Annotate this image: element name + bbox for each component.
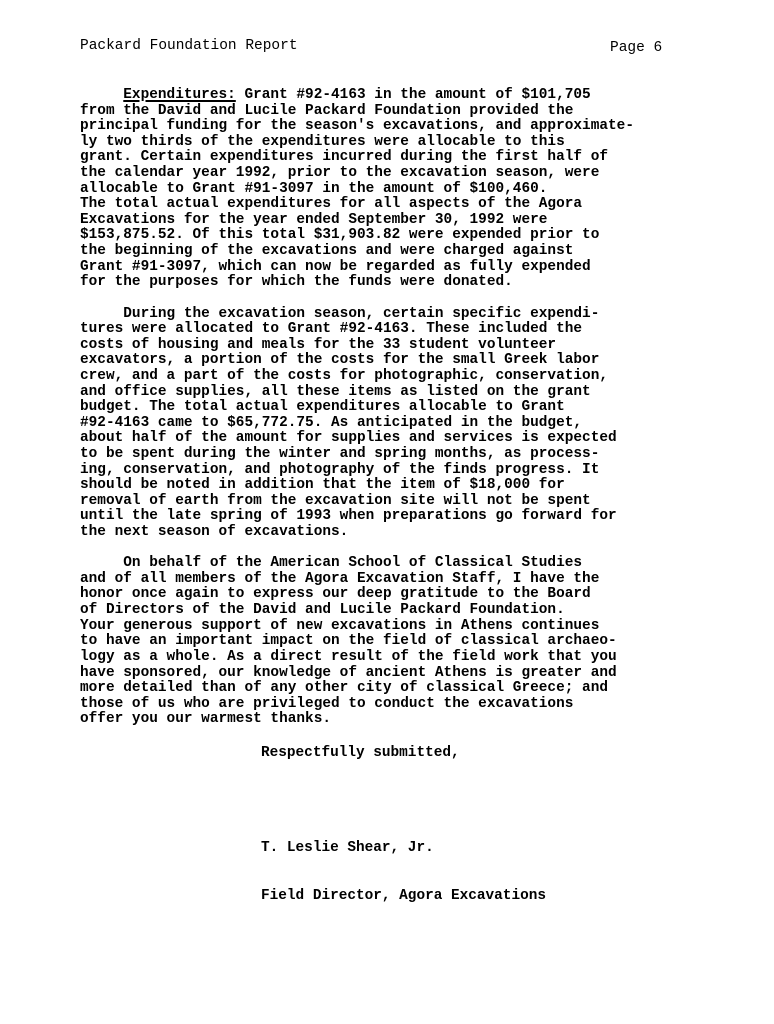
- paragraph-line: The total actual expenditures for all aspects of the Agora: [80, 196, 583, 213]
- paragraph-line: ly two thirds of the expenditures were allocable to this: [80, 133, 565, 150]
- paragraph-line: crew, and a part of the costs for photographic, conservation,: [80, 367, 609, 384]
- paragraph-gap: [80, 541, 680, 557]
- paragraph-line: to have an important impact on the field of classical archaeo-: [80, 633, 617, 650]
- paragraph-line: principal funding for the season's excavations, and approximate-: [80, 118, 634, 135]
- report-title: Packard Foundation Report: [80, 38, 298, 54]
- paragraph-line: have sponsored, our knowledge of ancient Athens is greater and: [80, 664, 617, 681]
- paragraph-line: allocable to Grant #91-3097 in the amount of $100,460.: [80, 180, 548, 197]
- paragraph-line: to be spent during the winter and spring months, as process-: [80, 446, 600, 462]
- paragraph-line: from the David and Lucile Packard Foundation provided the: [80, 102, 574, 119]
- paragraph-line: ing, conservation, and photography of the finds progress. It: [80, 461, 600, 478]
- paragraph-expenditures: [80, 88, 680, 291]
- paragraph-line: On behalf of the American School of Classical Studies: [80, 555, 583, 572]
- paragraph-line: those of us who are privileged to conduct the excavations: [80, 695, 574, 712]
- paragraph-line: the calendar year 1992, prior to the excavation season, were: [80, 165, 600, 182]
- paragraph-line: $153,875.52. Of this total $31,903.82 were expended prior to: [80, 227, 600, 244]
- signatory-title: Field Director, Agora Excavations: [261, 888, 546, 904]
- paragraph-line: about half of the amount for supplies and services is expected: [80, 430, 617, 447]
- paragraph-line: excavators, a portion of the costs for the small Greek labor: [80, 352, 600, 369]
- paragraph-line: should be noted in addition that the item of $18,000 for: [80, 477, 565, 494]
- section-heading: Expenditures:: [123, 87, 236, 103]
- paragraph-line: budget. The total actual expenditures allocable to Grant: [80, 399, 565, 416]
- signature-block: [261, 808, 546, 936]
- closing-line: Respectfully submitted,: [261, 745, 460, 761]
- paragraph-line: Your generous support of new excavations in Athens continues: [80, 617, 600, 634]
- paragraph-line: tures were allocated to Grant #92-4163. These included the: [80, 321, 583, 338]
- paragraph-line: costs of housing and meals for the 33 student volunteer: [80, 336, 557, 353]
- paragraph-line: of Directors of the David and Lucile Packard Foundation.: [80, 602, 565, 619]
- paragraph-line: During the excavation season, certain specific expendi-: [80, 305, 600, 322]
- report-body: [80, 88, 680, 728]
- signatory-name: T. Leslie Shear, Jr.: [261, 840, 434, 856]
- paragraph-line: Expenditures: Grant #92-4163 in the amount of $101,705: [123, 87, 591, 103]
- paragraph-line: #92-4163 came to $65,772.75. As anticipated in the budget,: [80, 414, 583, 431]
- paragraph-line: more detailed than of any other city of classical Greece; and: [80, 680, 609, 697]
- paragraph-line: removal of earth from the excavation site will not be spent: [80, 492, 591, 509]
- paragraph-allocations: [80, 307, 680, 541]
- paragraph-line: the next season of excavations.: [80, 524, 349, 541]
- paragraph-line: honor once again to express our deep gratitude to the Board: [80, 586, 591, 603]
- paragraph-line: Excavations for the year ended September 30, 1992 were: [80, 211, 548, 228]
- paragraph-line: for the purposes for which the funds were donated.: [80, 274, 513, 291]
- paragraph-line: and office supplies, all these items as listed on the grant: [80, 383, 591, 400]
- paragraph-line: offer you our warmest thanks.: [80, 711, 332, 728]
- paragraph-gap: [80, 291, 680, 307]
- page-number: Page 6: [610, 40, 663, 56]
- paragraph-line: until the late spring of 1993 when preparations go forward for: [80, 508, 617, 525]
- paragraph-gratitude: [80, 556, 680, 728]
- paragraph-line: logy as a whole. As a direct result of the field work that you: [80, 648, 617, 665]
- paragraph-line: grant. Certain expenditures incurred during the first half of: [80, 149, 609, 166]
- paragraph-line: and of all members of the Agora Excavation Staff, I have the: [80, 570, 600, 587]
- paragraph-line: Grant #91-3097, which can now be regarded as fully expended: [80, 258, 591, 275]
- paragraph-line: the beginning of the excavations and were charged against: [80, 243, 574, 260]
